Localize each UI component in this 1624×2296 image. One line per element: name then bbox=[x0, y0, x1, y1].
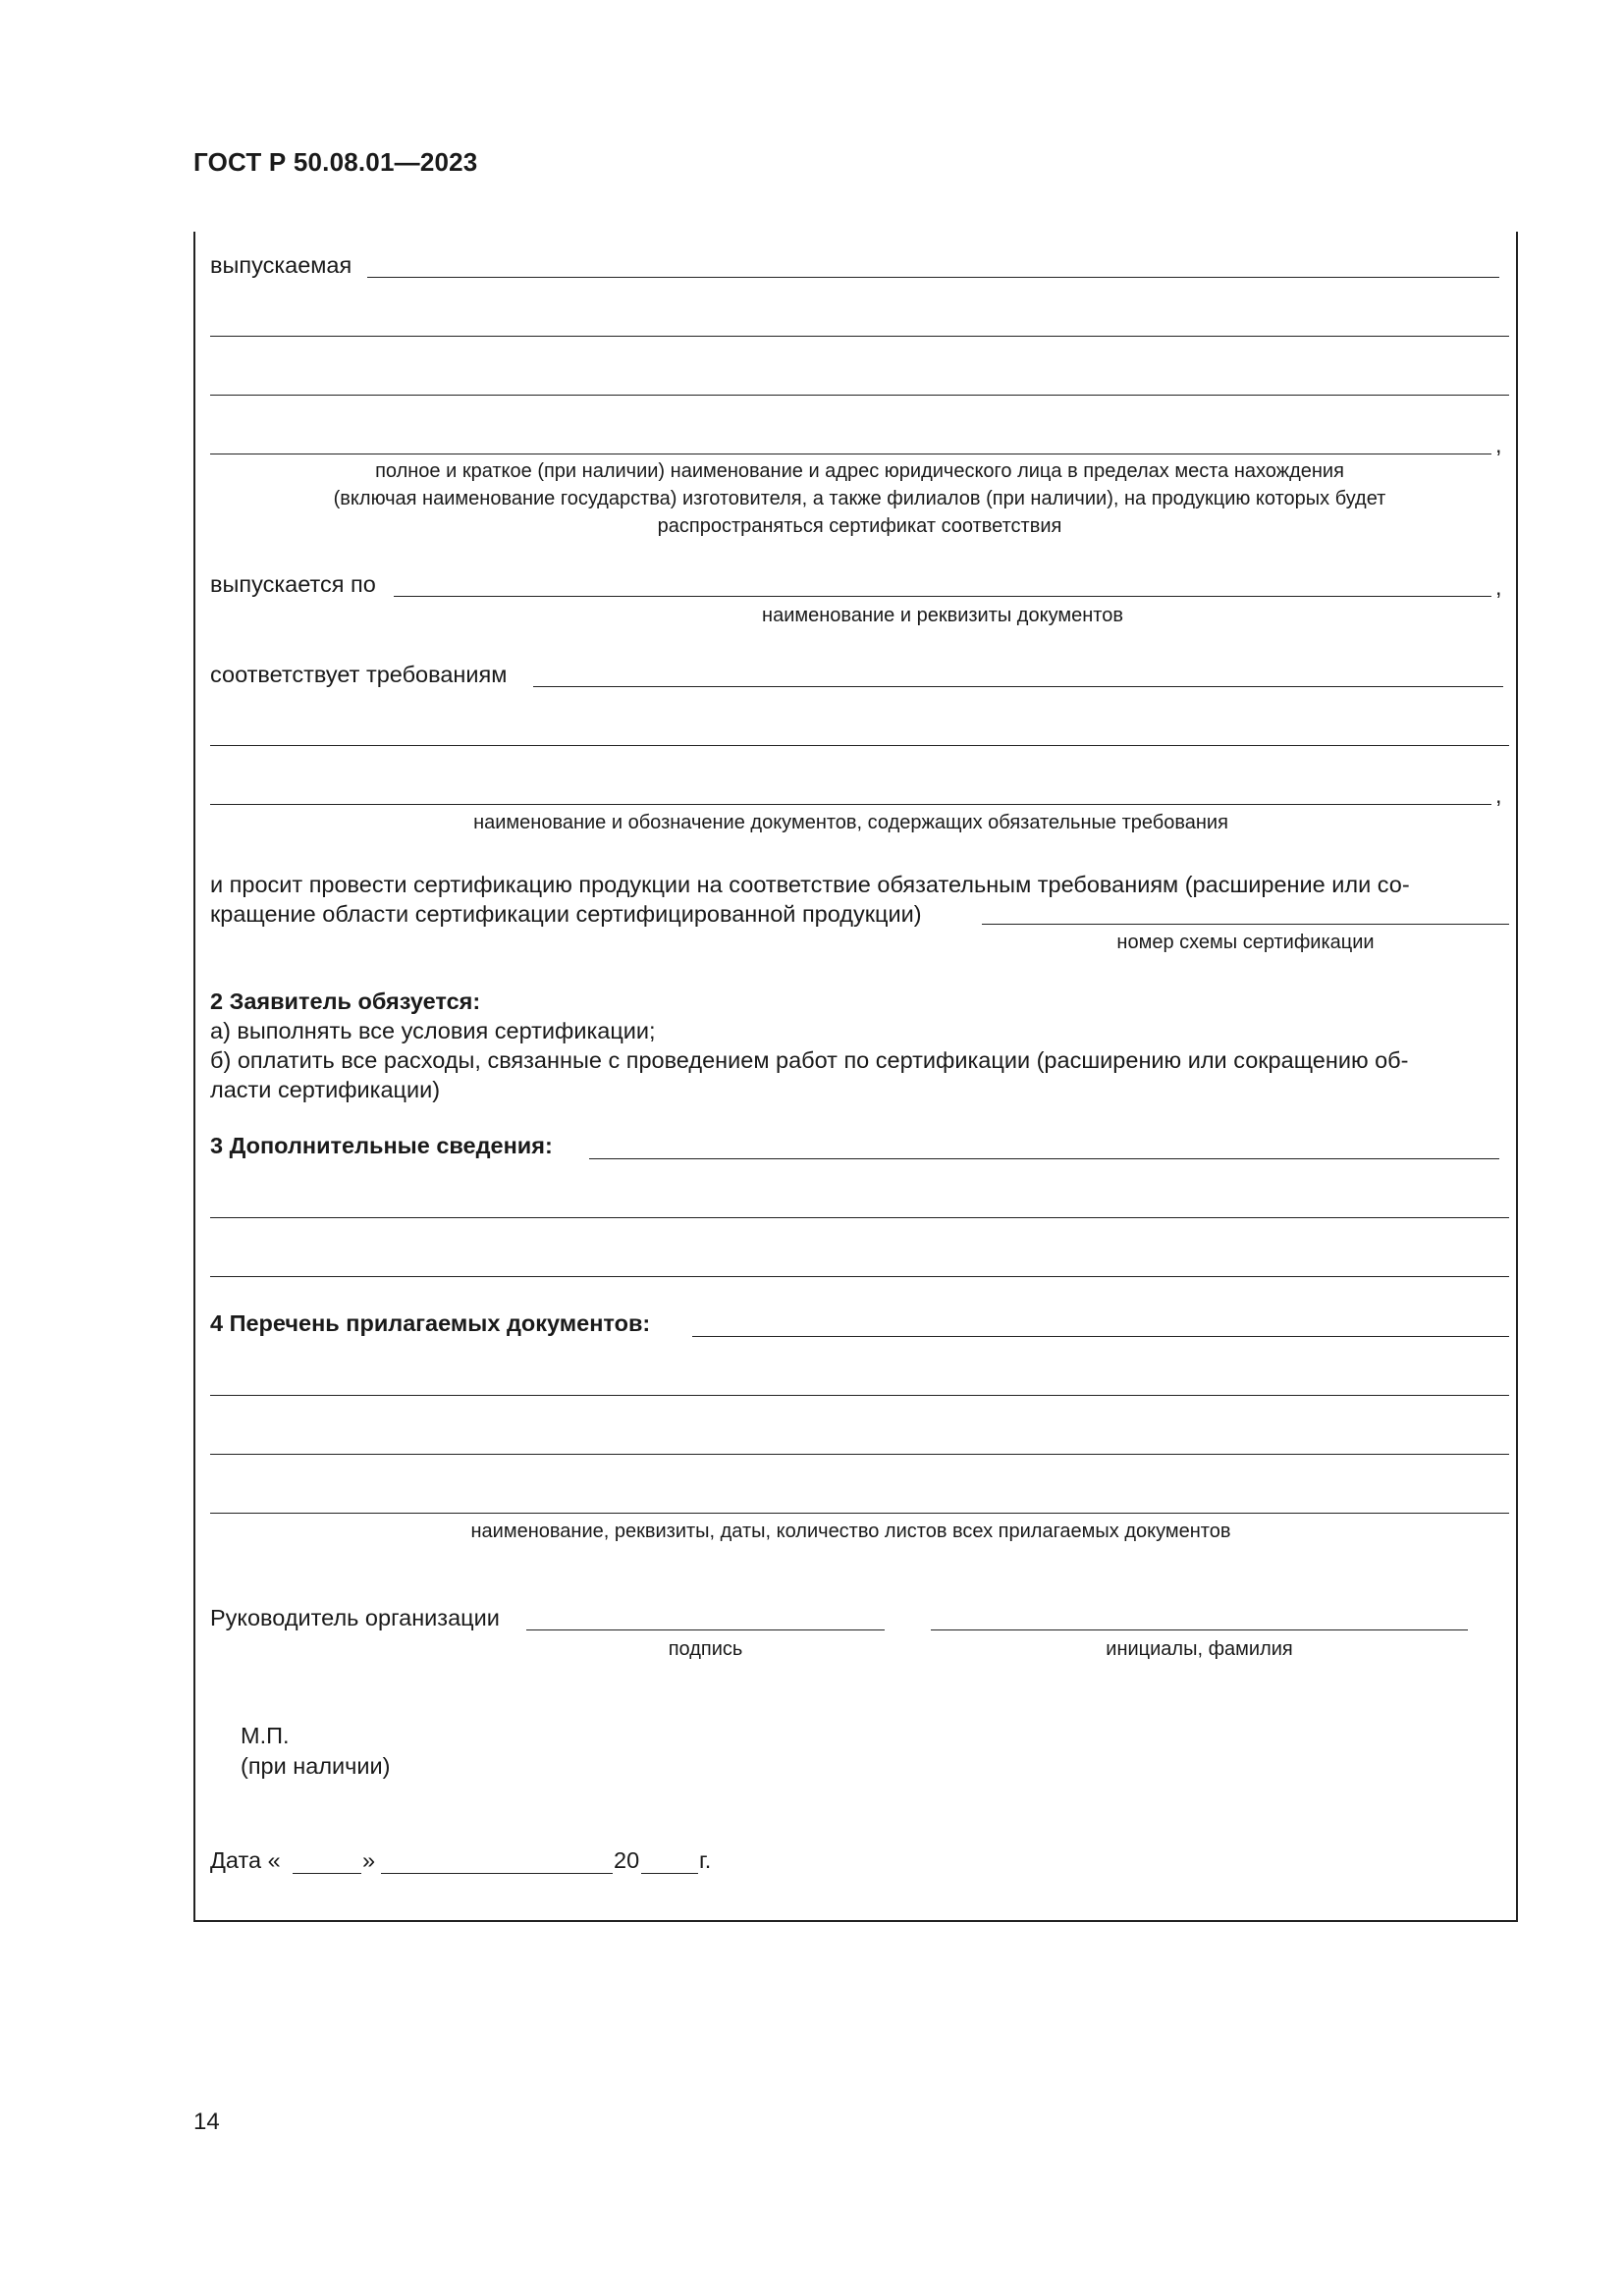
attachments-line-4[interactable] bbox=[210, 1513, 1509, 1514]
scheme-number-field[interactable] bbox=[982, 924, 1509, 925]
date-quote-close: » bbox=[362, 1847, 376, 1873]
conforms-field-line-3[interactable] bbox=[210, 804, 1491, 805]
section-3-title: 3 Дополнительные сведения: bbox=[210, 1133, 553, 1158]
issued-field[interactable] bbox=[367, 277, 1499, 278]
conforms-field[interactable] bbox=[533, 686, 1503, 687]
attachments-field[interactable] bbox=[692, 1336, 1509, 1337]
additional-info-line-3[interactable] bbox=[210, 1276, 1509, 1277]
request-line-2: кращение области сертификации сертифицированной продукции) bbox=[210, 901, 922, 927]
section-2-item-b-line-1: б) оплатить все расходы, связанные с проведением работ по сертификации (расширению или сокращению об- bbox=[210, 1047, 1409, 1073]
issued-field-line-2[interactable] bbox=[210, 336, 1509, 337]
manufacturer-caption-1: полное и краткое (при наличии) наименование и адрес юридического лица в пределах места нахождения bbox=[375, 460, 1344, 482]
signature-caption: подпись bbox=[668, 1638, 743, 1660]
date-year-suffix: г. bbox=[699, 1847, 712, 1873]
date-month-field[interactable] bbox=[381, 1873, 613, 1874]
issued-by-caption: наименование и реквизиты документов bbox=[762, 605, 1123, 626]
manufacturer-caption-2: (включая наименование государства) изготовителя, а также филиалов (при наличии), на продукцию которых будет bbox=[333, 488, 1386, 509]
date-label: Дата « bbox=[210, 1847, 281, 1873]
issued-by-label: выпускается по bbox=[210, 571, 376, 597]
section-2-item-b-line-2: ласти сертификации) bbox=[210, 1077, 441, 1102]
additional-info-line-2[interactable] bbox=[210, 1217, 1509, 1218]
comma: , bbox=[1495, 574, 1502, 600]
scheme-caption: номер схемы сертификации bbox=[1116, 932, 1375, 953]
document-code: ГОСТ Р 50.08.01—2023 bbox=[193, 147, 478, 177]
comma: , bbox=[1495, 432, 1502, 457]
attachments-caption: наименование, реквизиты, даты, количество листов всех прилагаемых документов bbox=[470, 1521, 1231, 1542]
section-4-title: 4 Перечень прилагаемых документов: bbox=[210, 1310, 651, 1336]
additional-info-field[interactable] bbox=[589, 1158, 1499, 1159]
comma: , bbox=[1495, 782, 1502, 808]
date-year-field[interactable] bbox=[641, 1873, 698, 1874]
issued-by-field[interactable] bbox=[394, 596, 1491, 597]
date-day-field[interactable] bbox=[293, 1873, 361, 1874]
manufacturer-caption-3: распространяться сертификат соответствия bbox=[657, 515, 1062, 537]
section-2-title: 2 Заявитель обязуется: bbox=[210, 988, 481, 1014]
page-number: 14 bbox=[193, 2109, 220, 2135]
conforms-field-line-2[interactable] bbox=[210, 745, 1509, 746]
attachments-line-3[interactable] bbox=[210, 1454, 1509, 1455]
conforms-caption: наименование и обозначение документов, содержащих обязательные требования bbox=[473, 812, 1228, 833]
signature-field[interactable] bbox=[526, 1629, 885, 1630]
head-label: Руководитель организации bbox=[210, 1605, 500, 1630]
name-field[interactable] bbox=[931, 1629, 1468, 1630]
attachments-line-2[interactable] bbox=[210, 1395, 1509, 1396]
issued-label: выпускаемая bbox=[210, 252, 352, 278]
request-line-1: и просит провести сертификацию продукции на соответствие обязательным требованиям (расширение или со- bbox=[210, 872, 1410, 897]
conforms-label: соответствует требованиям bbox=[210, 662, 508, 687]
section-2-item-a: а) выполнять все условия сертификации; bbox=[210, 1018, 656, 1043]
stamp-label: М.П. bbox=[241, 1723, 290, 1748]
issued-field-line-3[interactable] bbox=[210, 395, 1509, 396]
name-caption: инициалы, фамилия bbox=[1106, 1638, 1293, 1660]
date-year-prefix: 20 bbox=[614, 1847, 640, 1873]
stamp-note: (при наличии) bbox=[241, 1753, 391, 1779]
